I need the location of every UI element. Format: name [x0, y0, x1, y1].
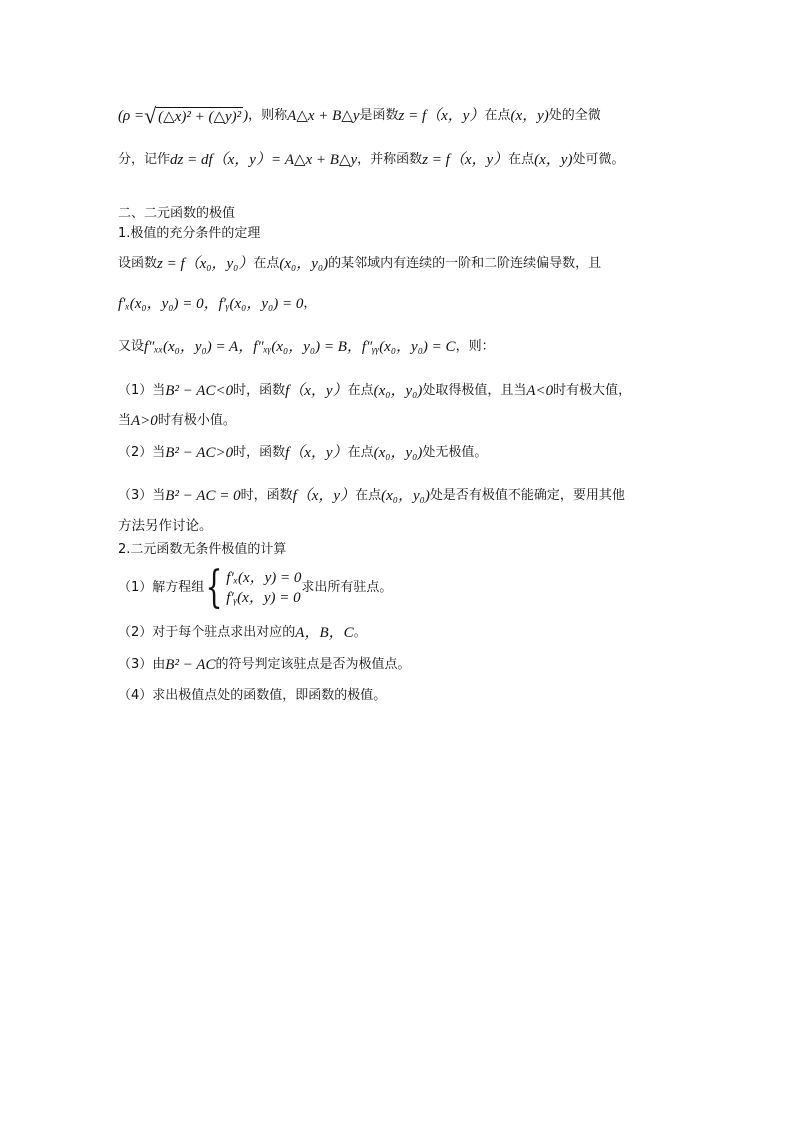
step-1-line — [118, 562, 393, 613]
math-expression: B² − AC — [165, 657, 216, 673]
text-segment: ，则： — [455, 339, 495, 354]
text-segment: 在点 — [253, 256, 280, 271]
text-segment: 在点 — [347, 383, 374, 398]
paragraph-line-2 — [118, 150, 624, 170]
math-expression: (x₀，y₀) — [381, 488, 430, 504]
math-expression: (x，y) — [534, 152, 573, 168]
math-expression: A，B，C — [295, 625, 354, 641]
text-segment: 在点 — [484, 108, 511, 123]
case-1-line-2 — [118, 411, 236, 431]
text-segment: 处可微。 — [572, 152, 625, 167]
step-text: 的符号判定该驻点是否为极值点。 — [215, 657, 411, 672]
text-segment: 又设 — [118, 339, 145, 354]
text-segment: 在点 — [508, 152, 535, 167]
case-number: （3）当 — [118, 488, 166, 503]
paragraph-line-3 — [118, 254, 601, 274]
step-4-line: （4）求出极值点处的函数值，即函数的极值。 — [118, 688, 387, 703]
text-segment: 时，函数 — [240, 488, 293, 503]
text-segment: 当 — [118, 413, 132, 428]
math-second-partials: f″ₓₓ(x₀，y₀) = A，f″ₓᵧ(x₀，y₀) = B，f″ᵧᵧ(x₀，y₀) = C — [144, 339, 456, 355]
math-expression: z = f（x，y） — [422, 152, 509, 168]
step-text: （3）由 — [118, 657, 166, 672]
case-3-line-1 — [118, 486, 625, 506]
step-text: 求出所有驻点。 — [301, 580, 393, 595]
math-sqrt — [144, 103, 243, 128]
math-rho-definition: (ρ = — [118, 108, 145, 124]
math-expression: A△x + B△y — [287, 108, 360, 124]
math-expression: B² − AC = 0 — [165, 488, 241, 504]
step-3-line — [118, 655, 410, 675]
text-segment: 是函数 — [359, 108, 399, 123]
math-expression: z = f（x₀，y₀） — [157, 256, 254, 272]
math-expression: B² − AC<0 — [165, 383, 234, 399]
math-rho-close: ) — [243, 108, 249, 124]
paragraph-line-1 — [118, 103, 601, 128]
section-title: 二、二元函数的极值 — [118, 206, 236, 221]
paragraph-line-4 — [118, 294, 316, 314]
text-segment: 在点 — [355, 488, 382, 503]
math-expression: f（x，y） — [292, 488, 356, 504]
equation-row-1: f′ₓ(x，y) = 0 — [226, 570, 302, 586]
math-expression: f（x，y） — [285, 383, 348, 399]
text-segment: 时，函数 — [233, 445, 286, 460]
text-segment: 处的全微 — [548, 108, 601, 123]
math-expression: z = f（x，y） — [398, 108, 485, 124]
math-expression: f（x，y） — [285, 445, 348, 461]
step-2-line — [118, 623, 367, 643]
text-segment: ， — [303, 296, 317, 311]
math-expression: (x₀，y₀) — [373, 383, 423, 399]
equation-row-2: f′ᵧ(x，y) = 0 — [226, 590, 301, 606]
math-expression: (x，y) — [510, 108, 549, 124]
math-total-differential: dz = df（x，y）= A△x + B△y — [170, 152, 358, 168]
text-segment: 时有极小值。 — [157, 413, 236, 428]
case-2-line — [118, 443, 487, 463]
math-expression: B² − AC>0 — [165, 445, 234, 461]
case-3-line-2: 方法另作讨论。 — [118, 518, 213, 534]
text-segment: 处取得极值，且当 — [422, 383, 527, 398]
equation-system — [204, 562, 302, 613]
paragraph-line-5 — [118, 337, 495, 357]
subsection-title-1: 1.极值的充分条件的定理 — [118, 226, 261, 241]
text-segment: 时有极大值， — [553, 383, 632, 398]
left-brace-icon: { — [205, 562, 223, 613]
text-segment: 分，记作 — [118, 152, 171, 167]
text-segment: 处是否有极值不能确定，要用其他 — [429, 488, 625, 503]
math-expression: (x₀，y₀) — [279, 256, 329, 272]
case-number: （2）当 — [118, 445, 166, 460]
math-expression: A>0 — [131, 413, 158, 429]
sqrt-radical-icon: √ — [144, 103, 157, 128]
text-segment: 的某邻域内有连续的一阶和二阶连续偏导数，且 — [328, 256, 602, 271]
text-segment: 在点 — [347, 445, 374, 460]
subsection-title-2: 2.二元函数无条件极值的计算 — [118, 542, 287, 557]
case-1-line-1 — [118, 381, 631, 401]
step-text: （2）对于每个驻点求出对应的 — [118, 625, 296, 640]
text-segment: ，则称 — [248, 108, 288, 123]
step-text: 。 — [353, 625, 367, 640]
math-expression: A<0 — [526, 383, 554, 399]
case-number: （1）当 — [118, 383, 166, 398]
text-segment: 设函数 — [118, 256, 158, 271]
text-segment: ，并称函数 — [357, 152, 423, 167]
math-first-partials: f′ₓ(x₀，y₀) = 0，f′ᵧ(x₀，y₀) = 0 — [118, 296, 304, 312]
text-segment: 时，函数 — [233, 383, 286, 398]
text-segment: 处无极值。 — [422, 445, 488, 460]
math-sqrt-body: (△x)² + (△y)² — [158, 109, 242, 125]
step-text: （1）解方程组 — [118, 580, 205, 595]
math-expression: (x₀，y₀) — [373, 445, 423, 461]
